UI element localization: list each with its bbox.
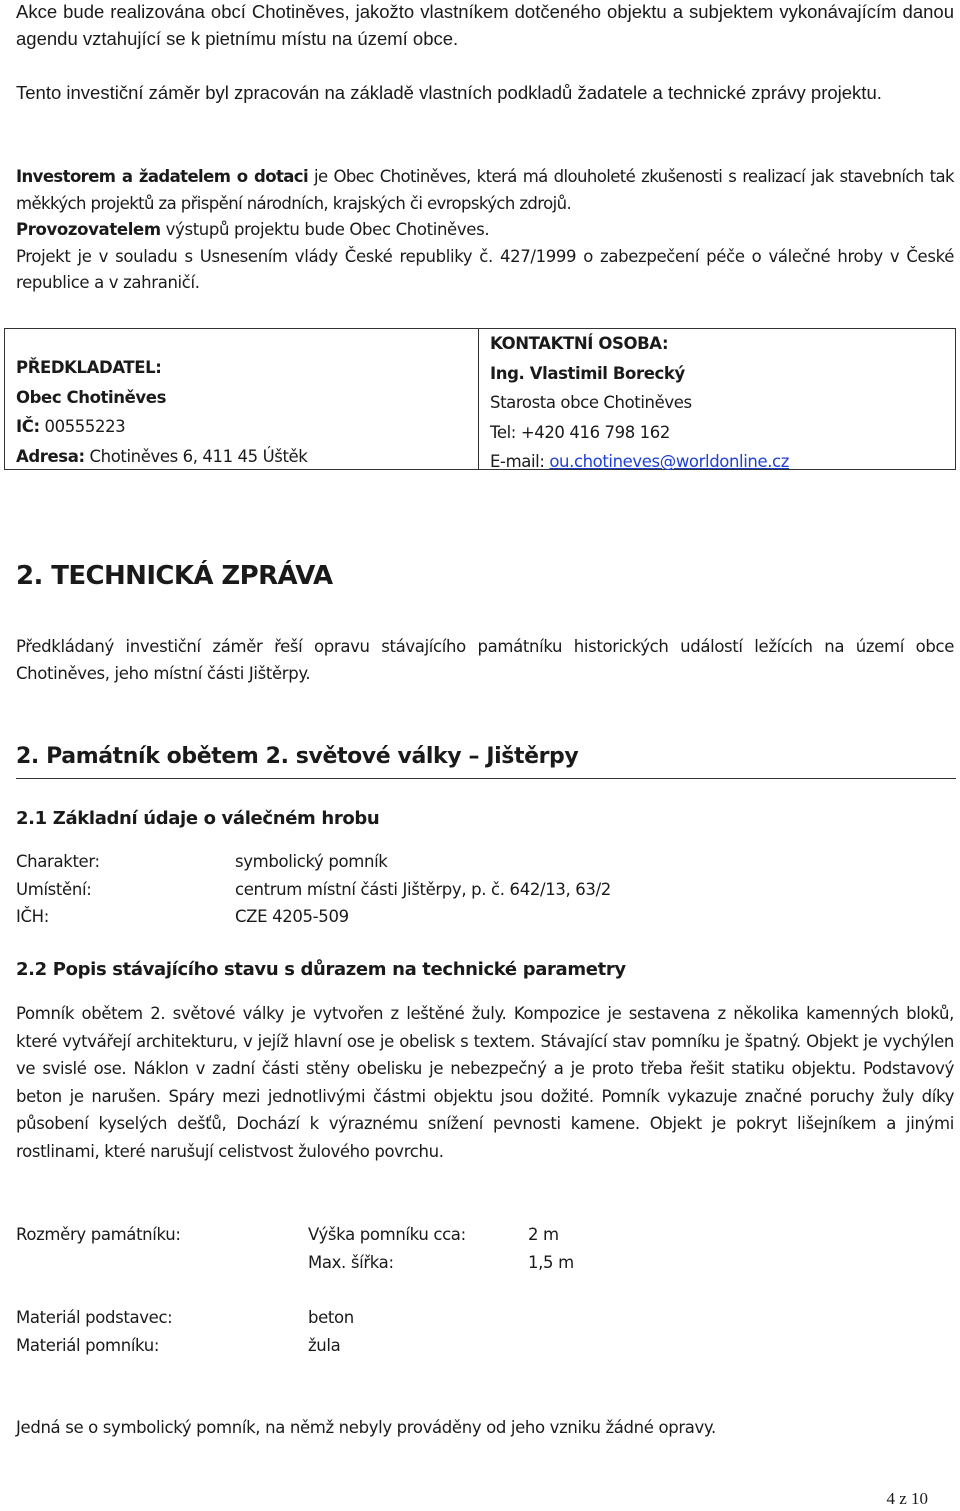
contact-person-cell: [479, 329, 955, 469]
fact-value: CZE 4205-509: [235, 907, 349, 926]
section-intro: Předkládaný investiční záměr řeší opravu stávajícího památníku historických událostí ležících na území obce Chotiněves, jeho místní části Jištěrpy.: [16, 637, 954, 683]
operator-text: výstupů projektu bude Obec Chotiněves.: [160, 220, 490, 239]
applicant-cell: [5, 329, 479, 469]
width-label: Max. šířka:: [308, 1252, 394, 1272]
section-heading: 2. TECHNICKÁ ZPRÁVA: [16, 561, 333, 591]
fact-label: Umístění:: [16, 879, 92, 899]
fact-label: IČH:: [16, 907, 49, 926]
email-label: E-mail:: [490, 452, 550, 471]
material-base-value: beton: [308, 1308, 354, 1327]
address-value: Chotiněves 6, 411 45 Úštěk: [84, 446, 308, 466]
contact-name: Ing. Vlastimil Borecký: [490, 363, 685, 383]
material-base-label: Materiál podstavec:: [16, 1308, 173, 1327]
investor-text: je Obec Chotiněves, která má dlouholeté zkušenosti s realizací jak stavebních tak měkkých projektů za přispění národních, krajských či evropských zdrojů.: [16, 167, 954, 213]
resolution-text: Projekt je v souladu s Usnesením vlády České republiky č. 427/1999 o zabezpečení péče o válečné hroby v České republice a v zahraničí.: [16, 246, 954, 292]
contact-role: Starosta obce Chotiněves: [490, 393, 692, 412]
address-label: Adresa:: [16, 446, 85, 466]
height-label: Výška pomníku cca:: [308, 1225, 466, 1244]
contact-title: KONTAKTNÍ OSOBA:: [490, 334, 669, 353]
subheading-condition: 2.2 Popis stávajícího stavu s důrazem na technické parametry: [16, 959, 626, 980]
subheading-basic-data: 2.1 Základní údaje o válečném hrobu: [16, 808, 380, 829]
contact-tel: Tel: +420 416 798 162: [490, 422, 670, 442]
height-value: 2 m: [528, 1225, 559, 1244]
material-monument-label: Materiál pomníku:: [16, 1335, 160, 1355]
ic-value: 00555223: [39, 417, 126, 436]
material-monument-value: žula: [308, 1335, 341, 1355]
heading-rule: [16, 778, 956, 779]
intro-paragraph-2: Tento investiční záměr byl zpracován na základě vlastních podkladů žadatele a technické zprávy projektu.: [16, 82, 882, 103]
closing-sentence: Jedná se o symbolický pomník, na němž nebyly prováděny od jeho vzniku žádné opravy.: [16, 1418, 716, 1437]
investor-paragraph: [16, 164, 954, 297]
fact-label: Charakter:: [16, 852, 100, 871]
operator-lead: Provozovatelem: [16, 220, 161, 239]
ic-label: IČ:: [16, 417, 40, 436]
width-value: 1,5 m: [528, 1252, 574, 1272]
condition-description: Pomník obětem 2. světové války je vytvořen z leštěné žuly. Kompozice je sestavena z několika kamenných bloků, které vytvářejí architekturu, v jejíž hlavní ose je obelisk s textem. Stávající stav pomníku je špatný. Objekt je vychýlen ve svislé ose. Náklon v zadní části stěny obelisku je nebezpečný a je proto třeba řešit statiku objektu. Podstavový beton je narušen. Spáry mezi jednotlivými částmi objektu jsou dožité. Pomník vykazuje značné poruchy žuly díky působení kyselých dešťů, Dochází k výraznému snížení pevnosti kamene. Objekt je pokryt lišejníkem a jinými rostlinami, které narušují celistvost žulového povrchu.: [16, 1004, 954, 1161]
applicant-name: Obec Chotiněves: [16, 387, 166, 407]
fact-value: symbolický pomník: [235, 852, 388, 871]
email-link[interactable]: ou.chotineves@worldonline.cz: [549, 452, 789, 471]
fact-value: centrum místní části Jištěrpy, p. č. 642/13, 63/2: [235, 879, 611, 899]
applicant-title: PŘEDKLADATEL:: [16, 358, 162, 377]
dimensions-label: Rozměry památníku:: [16, 1225, 181, 1244]
intro-paragraph-1: Akce bude realizována obcí Chotiněves, jakožto vlastníkem dotčeného objektu a subjektem vykonávajícím danou agendu vztahující se k pietnímu místu na území obce.: [16, 1, 954, 49]
contact-table: [4, 328, 956, 470]
monument-heading: 2. Památník obětem 2. světové války – Jištěrpy: [16, 744, 579, 769]
page-number: 4 z 10: [886, 1489, 928, 1508]
investor-lead: Investorem a žadatelem o dotaci: [16, 167, 308, 186]
